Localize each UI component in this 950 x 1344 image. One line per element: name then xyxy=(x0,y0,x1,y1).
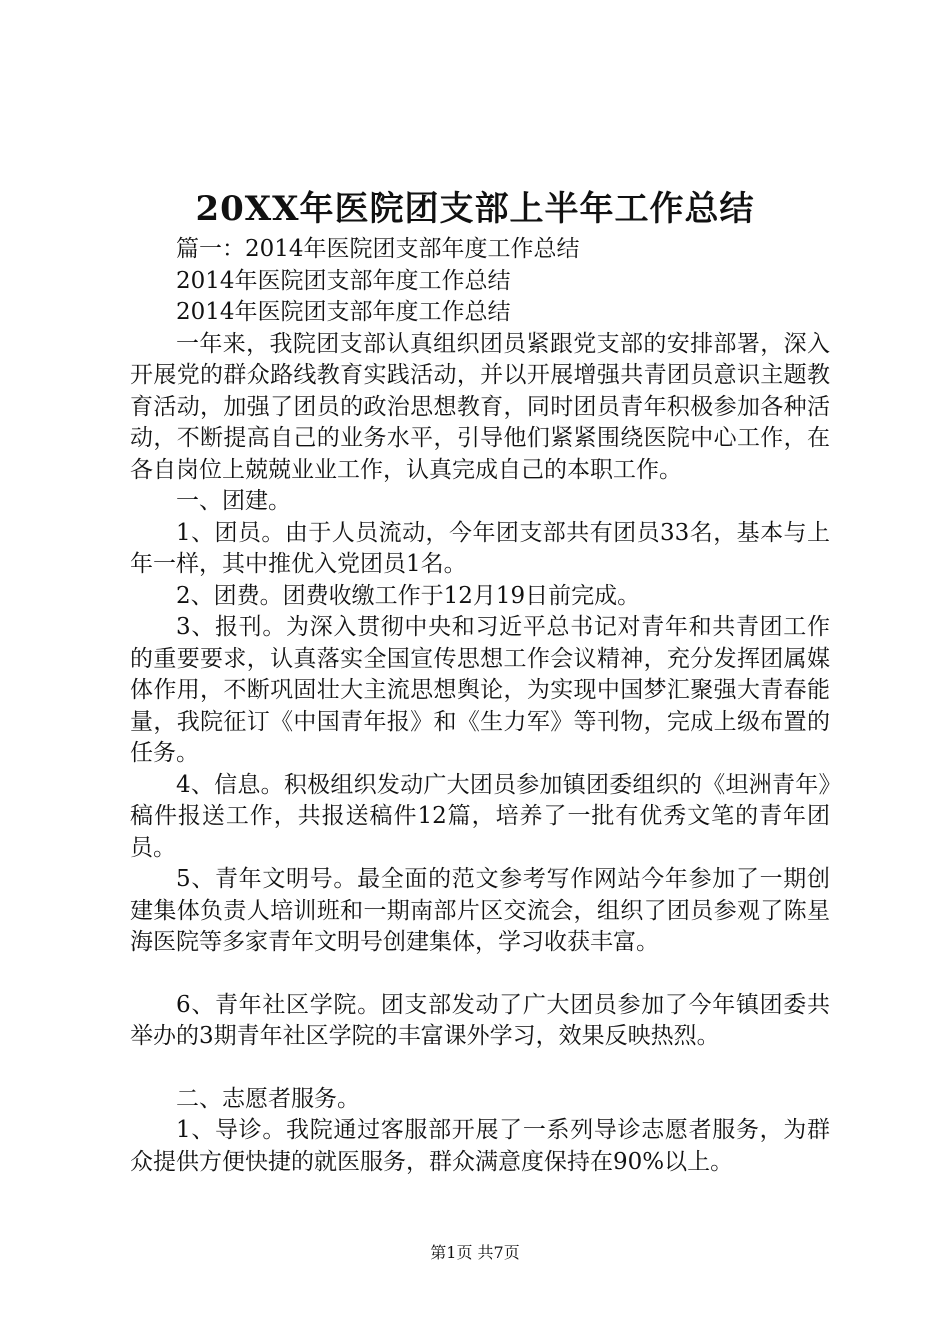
paragraph-heading-1: 篇一：2014年医院团支部年度工作总结 xyxy=(176,236,580,262)
paragraph-item-information: 4、信息。积极组织发动广大团员参加镇团委组织的《坦洲青年》稿件报送工作，共报送稿件12篇，培养了一批有优秀文笔的青年团员。 xyxy=(130,771,830,861)
paragraph-item-fees: 2、团费。团费收缴工作于12月19日前完成。 xyxy=(176,582,641,609)
paragraph-subtitle-1: 2014年医院团支部年度工作总结 xyxy=(176,267,511,294)
paragraph-intro: 一年来，我院团支部认真组织团员紧跟党支部的安排部署，深入开展党的群众路线教育实践活动，并以开展增强共青团员意识主题教育活动，加强了团员的政治思想教育，同时团员青年积极参加各种活动，不断提高自己的业务水平，引导他们紧紧围绕医院中心工作，在各自岗位上兢兢业业工作，认真完成自己的本职工作。 xyxy=(130,330,830,483)
paragraph-item-community-college: 6、青年社区学院。团支部发动了广大团员参加了今年镇团委共举办的3期青年社区学院的丰富课外学习，效果反映热烈。 xyxy=(130,991,830,1049)
paragraph-section-2: 二、志愿者服务。 xyxy=(176,1085,360,1112)
paragraph-subtitle-2: 2014年医院团支部年度工作总结 xyxy=(176,299,511,325)
document-body xyxy=(130,234,830,1178)
paragraph-item-members: 1、团员。由于人员流动，今年团支部共有团员33名，基本与上年一样，其中推优入党团员1名。 xyxy=(130,519,830,577)
page-number-footer: 第1页 共7页 xyxy=(430,1243,520,1262)
paragraph-item-civilization: 5、青年文明号。最全面的范文参考写作网站今年参加了一期创建集体负责人培训班和一期南部片区交流会，组织了团员参观了陈星海医院等多家青年文明号创建集体，学习收获丰富。 xyxy=(130,866,830,955)
document-title: 20XX年医院团支部上半年工作总结 xyxy=(195,189,755,229)
paragraph-item-guidance: 1、导诊。我院通过客服部开展了一系列导诊志愿者服务，为群众提供方便快捷的就医服务，群众满意度保持在90%以上。 xyxy=(130,1117,830,1175)
paragraph-section-1: 一、团建。 xyxy=(176,488,291,514)
paragraph-item-publications: 3、报刊。为深入贯彻中央和习近平总书记对青年和共青团工作的重要要求，认真落实全国宣传思想工作会议精神，充分发挥团属媒体作用，不断巩固壮大主流思想舆论，为实现中国梦汇聚强大青春能量，我院征订《中国青年报》和《生力军》等刊物，完成上级布置的任务。 xyxy=(130,614,830,766)
